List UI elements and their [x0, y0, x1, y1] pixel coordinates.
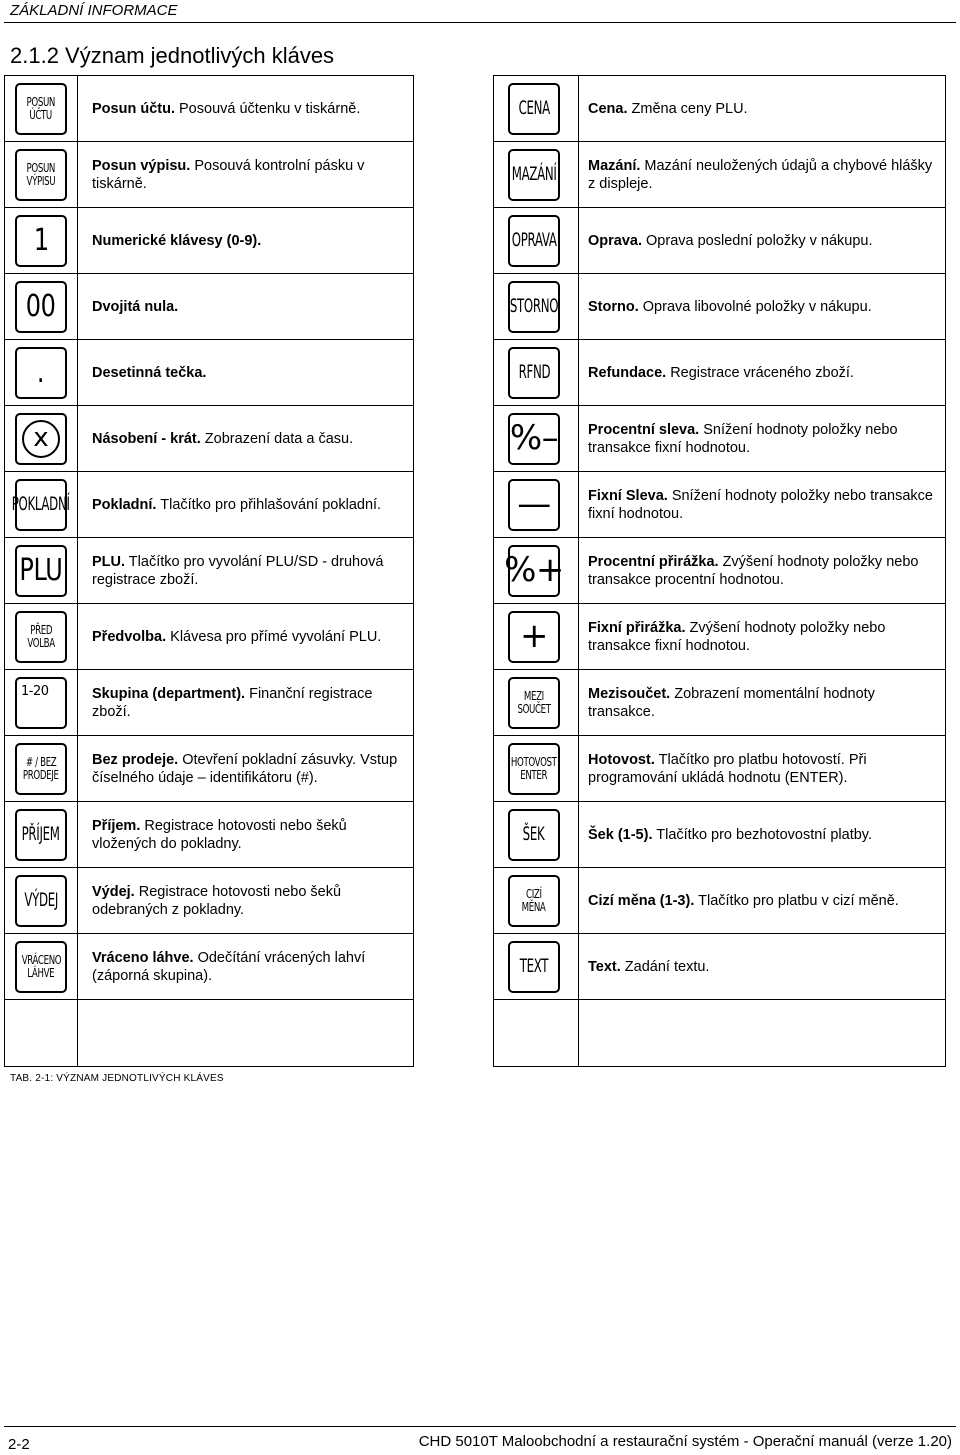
key-description [588, 802, 937, 867]
table-row [494, 406, 945, 472]
table-row [494, 604, 945, 670]
table-row [494, 340, 945, 406]
key-sek [508, 809, 560, 861]
key-label: 1-20 [21, 684, 49, 699]
key-name: Posun účtu. [92, 100, 175, 117]
key-x [15, 413, 67, 465]
key-description [92, 868, 405, 933]
page-number: 2-2 [8, 1436, 30, 1453]
table-row [494, 802, 945, 868]
key-explanation: Registrace hotovosti nebo šeků odebraných z pokladny. [92, 883, 342, 918]
key-name: Bez prodeje. [92, 751, 179, 768]
header-rule [4, 22, 956, 23]
key-label: STORNO [509, 295, 559, 318]
key-name: Příjem. [92, 817, 141, 834]
key-label: 1 [33, 223, 49, 259]
table-row [494, 472, 945, 538]
key-name: PLU. [92, 553, 126, 570]
key-description [92, 604, 405, 669]
key-label: %+ [504, 550, 564, 591]
key-name: Storno. [588, 298, 639, 315]
key-explanation: Posouvá účtenku v tiskárně. [174, 100, 361, 117]
key-explanation: Odečítání vrácených lahví (záporná skupina). [92, 949, 366, 984]
key-oprava [508, 215, 560, 267]
key-rfnd [508, 347, 560, 399]
key-explanation: Změna ceny PLU. [627, 100, 748, 117]
key-label: MĚNA [522, 900, 546, 914]
key-explanation: Registrace vráceného zboží. [666, 364, 854, 381]
key-label: POSUN [26, 95, 56, 110]
key-description [588, 340, 937, 405]
key-description [92, 76, 405, 141]
table-row [5, 274, 413, 340]
page-title: 2.1.2 Význam jednotlivých kláves [10, 43, 335, 68]
key-key [504, 545, 564, 597]
key-explanation: Zvýšení hodnoty položky nebo transakce procentní hodnotou. [588, 553, 919, 588]
key-label: OPRAVA [511, 229, 557, 252]
document-title: CHD 5010T Maloobchodní a restaurační systém - Operační manuál (verze 1.20) [418, 1433, 952, 1450]
key-label: . [37, 355, 45, 391]
key-explanation: Mazání neuložených údajů a chybové hlášky z displeje. [588, 157, 933, 192]
key-label: LÁHVE [27, 966, 55, 980]
key-explanation: Tlačítko pro vyvolání PLU/SD - druhová registrace zboží. [92, 553, 384, 588]
key-name: Cena. [588, 100, 628, 117]
key-key [508, 479, 560, 531]
key-explanation: Snížení hodnoty položky nebo transakce fixní hodnotou. [588, 487, 933, 522]
key-label: PŘÍJEM [22, 823, 61, 846]
key-description [92, 406, 405, 471]
key-explanation: Otevření pokladní zásuvky. Vstup číselného údaje – identifikátoru (#). [92, 751, 398, 786]
key-label: PRODEJE [23, 768, 59, 782]
table-row [494, 142, 945, 208]
key-label: 00 [26, 289, 56, 325]
key-description [92, 670, 405, 735]
table-row [5, 736, 413, 802]
key-description [92, 340, 405, 405]
key-label: VÝDEJ [24, 889, 58, 912]
table-row [494, 76, 945, 142]
table-row [5, 208, 413, 274]
key-prijem [15, 809, 67, 861]
key-explanation: Zobrazení momentální hodnoty transakce. [588, 685, 875, 720]
key-name: Cizí měna (1-3). [588, 892, 695, 909]
key-description [588, 142, 937, 207]
table-row [494, 868, 945, 934]
key-description [588, 868, 937, 933]
key-hotovost-enter [508, 743, 560, 795]
key-label: VÝPISU [26, 174, 56, 188]
key-label: %– [509, 418, 559, 459]
keys-table-left [4, 75, 414, 1067]
key-mezi-soucet [508, 677, 560, 729]
key-label: PŘED [30, 623, 52, 638]
key-name: Fixní přirážka. [588, 619, 686, 636]
table-row [5, 868, 413, 934]
key-bez-prodeje [15, 743, 67, 795]
key-name: Skupina (department). [92, 685, 246, 702]
key-posun-uctu [15, 83, 67, 135]
key-explanation: Snížení hodnoty položky nebo transakce fixní hodnotou. [588, 421, 898, 456]
key-explanation: Finanční registrace zboží. [92, 685, 373, 720]
key-explanation: Posouvá kontrolní pásku v tiskárně. [92, 157, 365, 192]
key-label: HOTOVOST [511, 755, 557, 770]
key-label: ŠEK [523, 823, 545, 846]
key-description [92, 142, 405, 207]
key-explanation: Tlačítko pro platbu v cizí měně. [694, 892, 899, 909]
table-row [5, 934, 413, 1000]
key-label: POSUN [26, 161, 56, 176]
table-row [494, 934, 945, 1000]
key-description [92, 472, 405, 537]
key-1-20 [15, 677, 67, 729]
key-name: Procentní přirážka. [588, 553, 719, 570]
key-explanation: Oprava poslední položky v nákupu. [642, 232, 873, 249]
key-name: Text. [588, 958, 621, 975]
key-name: Pokladní. [92, 496, 157, 513]
table-row [494, 538, 945, 604]
key-label: POKLADNÍ [12, 493, 70, 516]
key-explanation: Zvýšení hodnoty položky nebo transakce fixní hodnotou. [588, 619, 886, 654]
key-explanation: Zobrazení data a času. [200, 430, 354, 447]
key-name: Procentní sleva. [588, 421, 700, 438]
key-mazani [508, 149, 560, 201]
table-row [494, 274, 945, 340]
key-description [588, 208, 937, 273]
key-name: Mezisoučet. [588, 685, 671, 702]
table-row [5, 142, 413, 208]
key-name: Vráceno láhve. [92, 949, 194, 966]
footer-rule [4, 1426, 956, 1427]
key-label: MAZÁNÍ [511, 163, 557, 186]
key-name: Mazání. [588, 157, 641, 174]
key-description [588, 274, 937, 339]
key-description [92, 538, 405, 603]
table-row [5, 406, 413, 472]
key-label: VOLBA [27, 636, 55, 650]
key-label: PLU [19, 553, 63, 589]
key-description [588, 934, 937, 999]
key-name: Hotovost. [588, 751, 655, 768]
key-label: # / BEZ [25, 755, 57, 770]
key-description [588, 670, 937, 735]
key-label: ENTER [520, 768, 548, 782]
key-explanation: Tlačítko pro platbu hotovostí. Při programování ukládá hodnotu (ENTER). [588, 751, 867, 786]
key-explanation: Klávesa pro přímé vyvolání PLU. [166, 628, 382, 645]
key-explanation: Tlačítko pro přihlašování pokladní. [156, 496, 382, 513]
key-description [588, 406, 937, 471]
key-label: MEZI [524, 689, 544, 704]
key-description [92, 208, 405, 273]
table-row [5, 670, 413, 736]
table-row [5, 76, 413, 142]
key-vraceno-lahve [15, 941, 67, 993]
key-label: CENA [518, 97, 550, 120]
key-description [92, 274, 405, 339]
table-caption: TAB. 2-1: VÝZNAM JEDNOTLIVÝCH KLÁVES [10, 1073, 224, 1084]
key-description [588, 604, 937, 669]
table-row [494, 736, 945, 802]
key-name: Refundace. [588, 364, 667, 381]
table-row [5, 340, 413, 406]
key-description [92, 934, 405, 999]
key-pred-volba [15, 611, 67, 663]
key-explanation: Zadání textu. [620, 958, 710, 975]
section-header: ZÁKLADNÍ INFORMACE [10, 2, 178, 19]
key-name: Dvojitá nula. [92, 298, 179, 315]
key-posun-vypisu [15, 149, 67, 201]
key-1 [15, 215, 67, 267]
key-explanation: Oprava libovolné položky v nákupu. [638, 298, 872, 315]
table-row [494, 670, 945, 736]
key-name: Fixní Sleva. [588, 487, 668, 504]
key-name: Předvolba. [92, 628, 167, 645]
key-label: VRÁCENO [21, 953, 61, 968]
key-name: Posun výpisu. [92, 157, 191, 174]
key-description [588, 736, 937, 801]
key-description [92, 736, 405, 801]
key-label: ÚČTU [29, 108, 53, 122]
key-name: Násobení - krát. [92, 430, 201, 447]
key-label: CIZÍ [526, 887, 542, 902]
key-pokladni [12, 479, 70, 531]
key-label: — [517, 484, 551, 525]
table-row [5, 604, 413, 670]
key-explanation: Tlačítko pro bezhotovostní platby. [652, 826, 872, 843]
key-00 [15, 281, 67, 333]
key-explanation: Registrace hotovosti nebo šeků vložených do pokladny. [92, 817, 347, 852]
key-label: TEXT [519, 955, 549, 978]
key-text [508, 941, 560, 993]
key-storno [508, 281, 560, 333]
table-row [5, 802, 413, 868]
key-label: + [520, 616, 548, 657]
key-description [588, 76, 937, 141]
key-description [588, 472, 937, 537]
key-name: Oprava. [588, 232, 642, 249]
key-label: SOUČET [517, 702, 551, 716]
multiply-icon: x [22, 420, 60, 458]
key-description [588, 538, 937, 603]
key-cizi-mena [508, 875, 560, 927]
key-cena [508, 83, 560, 135]
key-name: Šek (1-5). [588, 826, 653, 843]
key-name: Výdej. [92, 883, 135, 900]
key-key [508, 611, 560, 663]
key-name: Desetinná tečka. [92, 364, 207, 381]
table-row [494, 208, 945, 274]
key-name: Numerické klávesy (0-9). [92, 232, 262, 249]
key-plu [15, 545, 67, 597]
key-description [92, 802, 405, 867]
table-row [5, 472, 413, 538]
key-label: RFND [518, 361, 550, 384]
key-key [15, 347, 67, 399]
keys-table-right [493, 75, 946, 1067]
key-key [508, 413, 560, 465]
table-row [5, 538, 413, 604]
key-vydej [15, 875, 67, 927]
